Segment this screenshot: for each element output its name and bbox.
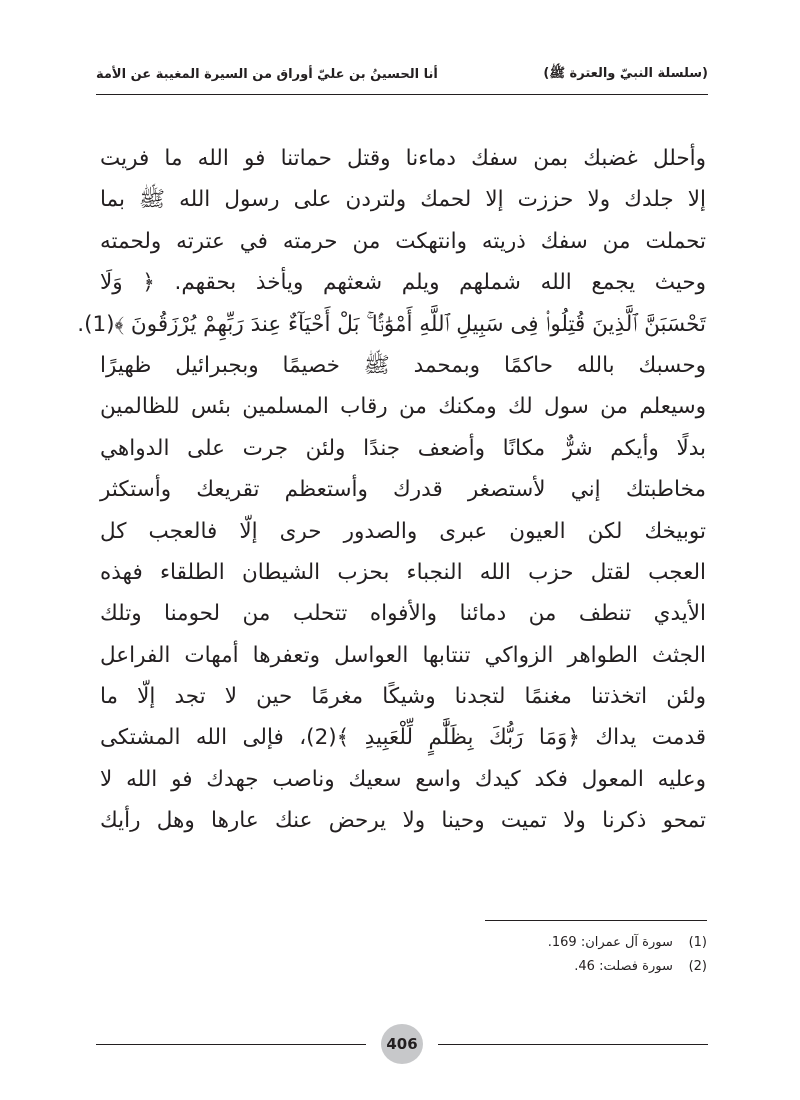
footnote-number: (1) [688,935,707,950]
footnote-number: (2) [688,959,707,974]
text-line: وأحلل غضبك بمن سفك دماءنا وقتل حماتنا فو الله ما فريت [100,146,706,171]
text-line: العجب لقتل حزب الله النجباء بحزب الشيطان الطلقاء فهذه [100,559,706,585]
text-line: توبيخك لكن العيون عبرى والصدور حرى إلّا فالعجب كل [100,518,706,544]
text-line: إلا جلدك ولا حززت إلا لحمك ولتردن على رسول الله ﷺ بما [100,187,706,213]
text-line: وعليه المعول فكد كيدك واسع سعيك وناصب جهدك فو الله لا [100,766,706,792]
page-number: 406 [381,1024,423,1064]
footnote-divider [485,920,707,921]
footnotes [420,931,707,979]
footnote-text: سورة فصلت: 46. [574,959,673,974]
text-line: الجثث الطواهر الزواكي تنتابها العواسل وتعفرها أمهات الفراعل [100,642,706,668]
footer-rule-left [96,1044,366,1045]
series-title: (سلسلة النبيّ والعترة ﷺ) [543,65,708,81]
footnote [420,955,707,979]
header-divider [96,94,708,95]
footer-rule-right [438,1044,708,1045]
text-line: تمحو ذكرنا ولا تميت وحينا ولا يرحض عنك عارها وهل رأيك [100,808,706,834]
page-footer [96,1022,708,1066]
body-text [77,138,707,842]
text-line: وسيعلم من سول لك ومكنك من رقاب المسلمين بئس للظالمين [100,394,706,420]
footnote-text: سورة آل عمران: 169. [547,935,673,950]
text-line: مخاطبتك إني لأستصغر قدرك وأستعظم تقريعك وأستكثر [100,477,706,503]
text-line: تحملت من سفك ذريته وانتهكت من حرمته في عترته ولحمته [100,228,706,254]
text-line: ولئن اتخذتنا مغنمًا لتجدنا وشيكًا مغرمًا حين لا تجد إلّا ما [100,684,706,710]
text-line: وحيث يجمع الله شملهم ويلم شعثهم ويأخذ بحقهم. ﴿ وَلَا [100,270,706,296]
text-line: الأيدي تنطف من دمائنا والأفواه تتحلب من لحومنا وتلك [100,601,706,627]
footnote [420,931,707,955]
text-line: بدلًا وأيكم شرٌّ مكانًا وأضعف جندًا ولئن جرت على الدواهي [100,435,706,461]
text-line: تَحْسَبَنَّ ٱلَّذِينَ قُتِلُوا۟ فِى سَبِيلِ ٱللَّهِ أَمْوَٰتًۢا ۚ بَلْ أَحْيَآءٌ عِندَ رَبِّهِمْ يُرْزَقُونَ ﴾(1). [77,311,706,337]
text-line: وحسبك بالله حاكمًا وبمحمد ﷺ خصيمًا وبجبرائيل ظهيرًا [100,352,706,378]
text-line: قدمت يداك ﴿وَمَا رَبُّكَ بِظَلَّٰمٍ لِّلْعَبِيدِ ﴾(2)، فإلى الله المشتكى [100,725,707,751]
running-header [96,62,708,86]
book-title: أنا الحسينُ بن عليّ أوراق من السيرة المغيبة عن الأمة [96,66,438,82]
